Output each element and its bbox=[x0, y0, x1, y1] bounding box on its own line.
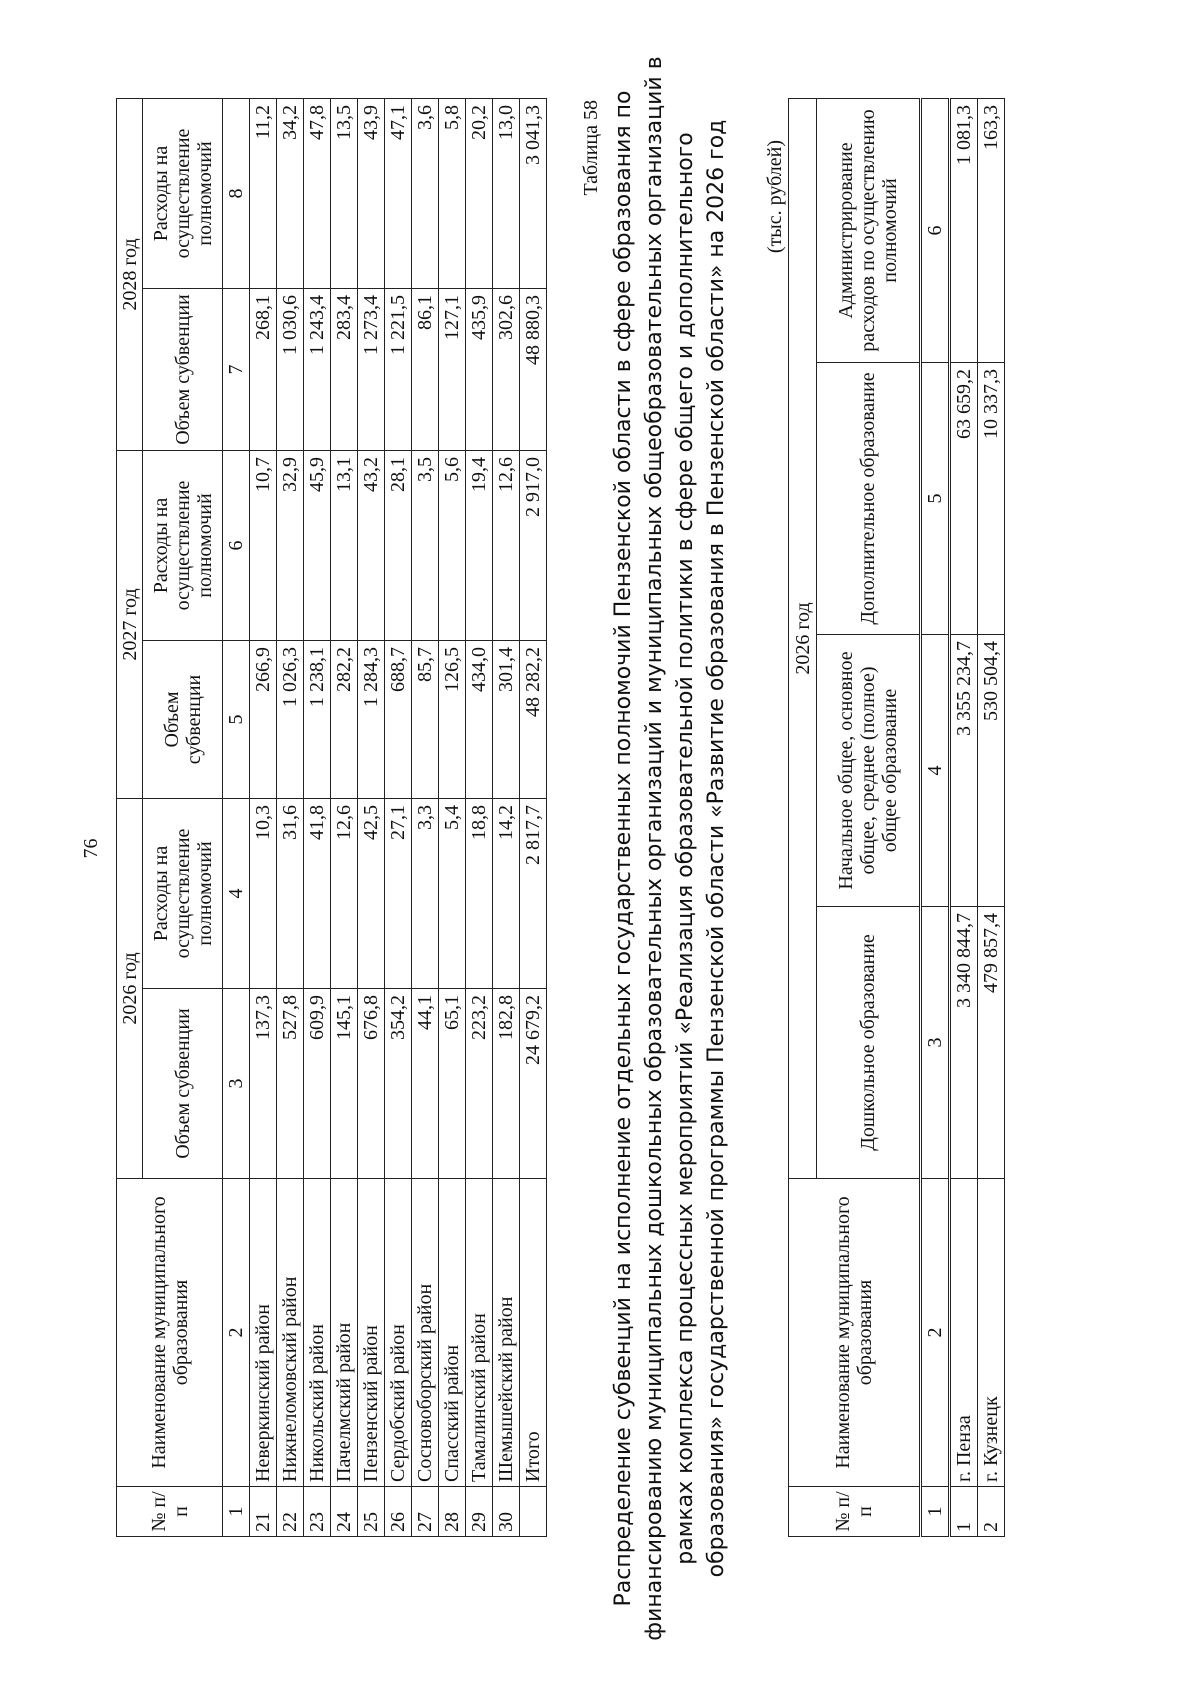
cell-admin: 1 081,3 bbox=[950, 99, 978, 363]
cell-expenses: 45,9 bbox=[304, 451, 331, 641]
cell-expenses: 20,2 bbox=[466, 99, 493, 289]
total-row bbox=[520, 99, 547, 1537]
index-cell: 2 bbox=[921, 1179, 950, 1487]
cell-volume: 1 030,6 bbox=[277, 289, 304, 451]
expenses-header: Расходы на осуществление полномочий bbox=[143, 799, 223, 989]
col-num-header: № п/п bbox=[789, 1487, 921, 1537]
cell-volume: 609,9 bbox=[304, 989, 331, 1179]
cell-general: 530 504,4 bbox=[978, 635, 1005, 907]
general-education-header: Начальное общее, основное общее, среднее (полное) общее образование bbox=[817, 635, 921, 907]
cell-volume: 85,7 bbox=[412, 641, 439, 799]
table-row bbox=[493, 99, 520, 1537]
index-cell: 5 bbox=[921, 363, 950, 635]
cell-expenses: 3,3 bbox=[412, 799, 439, 989]
cell-expenses: 43,2 bbox=[358, 451, 385, 641]
cell-volume: 282,2 bbox=[331, 641, 358, 799]
cell-admin: 163,3 bbox=[978, 99, 1005, 363]
administration-header: Администрирование расходов по осуществлению полномочий bbox=[817, 99, 921, 363]
row-num: 26 bbox=[385, 1487, 412, 1537]
cell-volume: 126,5 bbox=[439, 641, 466, 799]
row-num: 25 bbox=[358, 1487, 385, 1537]
cell-expenses: 3 041,3 bbox=[520, 99, 547, 289]
row-name: Нижнеломовский район bbox=[277, 1179, 304, 1487]
index-cell: 3 bbox=[223, 989, 250, 1179]
year-header: 2026 год bbox=[117, 799, 143, 1179]
cell-volume: 1 221,5 bbox=[385, 289, 412, 451]
cell-volume: 24 679,2 bbox=[520, 989, 547, 1179]
cell-volume: 301,4 bbox=[493, 641, 520, 799]
row-name: Неверкинский район bbox=[250, 1179, 277, 1487]
cell-expenses: 28,1 bbox=[385, 451, 412, 641]
cell-volume: 1 026,3 bbox=[277, 641, 304, 799]
year-header: 2028 год bbox=[117, 99, 143, 451]
expenses-header: Расходы на осуществление полномочий bbox=[143, 451, 223, 641]
volume-header: Объем субвенции bbox=[143, 641, 223, 799]
cell-expenses: 5,4 bbox=[439, 799, 466, 989]
cell-preschool: 479 857,4 bbox=[978, 907, 1005, 1179]
cell-expenses: 3,5 bbox=[412, 451, 439, 641]
cell-expenses: 18,8 bbox=[466, 799, 493, 989]
row-num: 27 bbox=[412, 1487, 439, 1537]
preschool-header: Дошкольное образование bbox=[817, 907, 921, 1179]
cell-expenses: 13,0 bbox=[493, 99, 520, 289]
row-num: 2 bbox=[978, 1487, 1005, 1537]
row-num: 29 bbox=[466, 1487, 493, 1537]
table-row bbox=[331, 99, 358, 1537]
cell-volume: 182,8 bbox=[493, 989, 520, 1179]
cell-volume: 434,0 bbox=[466, 641, 493, 799]
cell-volume: 266,9 bbox=[250, 641, 277, 799]
index-cell: 2 bbox=[223, 1179, 250, 1487]
cell-volume: 65,1 bbox=[439, 989, 466, 1179]
col-name-header: Наименование муниципального образования bbox=[117, 1179, 223, 1487]
table-row bbox=[978, 99, 1005, 1537]
row-name: Сердобский район bbox=[385, 1179, 412, 1487]
cell-volume: 1 284,3 bbox=[358, 641, 385, 799]
table-row bbox=[358, 99, 385, 1537]
cell-expenses: 47,8 bbox=[304, 99, 331, 289]
row-num: 22 bbox=[277, 1487, 304, 1537]
cell-general: 3 355 234,7 bbox=[950, 635, 978, 907]
cell-volume: 688,7 bbox=[385, 641, 412, 799]
index-cell: 1 bbox=[223, 1487, 250, 1537]
row-num: 28 bbox=[439, 1487, 466, 1537]
cell-expenses: 2 917,0 bbox=[520, 451, 547, 641]
row-num: 24 bbox=[331, 1487, 358, 1537]
table-row bbox=[950, 99, 978, 1537]
cell-expenses: 13,5 bbox=[331, 99, 358, 289]
row-name: г. Пенза bbox=[950, 1179, 978, 1487]
row-name: Тамалинский район bbox=[466, 1179, 493, 1487]
cell-expenses: 47,1 bbox=[385, 99, 412, 289]
additional-education-header: Дополнительное образование bbox=[817, 363, 921, 635]
subvention-table-continued bbox=[116, 98, 547, 1537]
cell-expenses: 5,6 bbox=[439, 451, 466, 641]
index-cell: 8 bbox=[223, 99, 250, 289]
cell-expenses: 19,4 bbox=[466, 451, 493, 641]
row-num: 30 bbox=[493, 1487, 520, 1537]
index-cell: 5 bbox=[223, 641, 250, 799]
index-cell: 1 bbox=[921, 1487, 950, 1537]
cell-expenses: 3,6 bbox=[412, 99, 439, 289]
cell-additional: 63 659,2 bbox=[950, 363, 978, 635]
cell-expenses: 2 817,7 bbox=[520, 799, 547, 989]
index-cell: 6 bbox=[921, 99, 950, 363]
cell-volume: 1 243,4 bbox=[304, 289, 331, 451]
row-name: Сосновоборский район bbox=[412, 1179, 439, 1487]
table-label: Таблица 58 bbox=[580, 100, 602, 196]
table-row bbox=[439, 99, 466, 1537]
row-name: Пензенский район bbox=[358, 1179, 385, 1487]
cell-volume: 676,8 bbox=[358, 989, 385, 1179]
row-num bbox=[520, 1487, 547, 1537]
cell-volume: 145,1 bbox=[331, 989, 358, 1179]
row-name: Шемышейский район bbox=[493, 1179, 520, 1487]
cell-expenses: 10,7 bbox=[250, 451, 277, 641]
row-name: г. Кузнецк bbox=[978, 1179, 1005, 1487]
year-header: 2026 год bbox=[789, 99, 817, 1179]
column-index-row bbox=[223, 99, 250, 1537]
cell-volume: 223,2 bbox=[466, 989, 493, 1179]
cell-volume: 1 238,1 bbox=[304, 641, 331, 799]
table-row bbox=[412, 99, 439, 1537]
index-cell: 7 bbox=[223, 289, 250, 451]
row-num: 21 bbox=[250, 1487, 277, 1537]
cell-volume: 127,1 bbox=[439, 289, 466, 451]
index-cell: 4 bbox=[921, 635, 950, 907]
table-row bbox=[466, 99, 493, 1537]
cell-expenses: 32,9 bbox=[277, 451, 304, 641]
cell-expenses: 11,2 bbox=[250, 99, 277, 289]
cell-expenses: 13,1 bbox=[331, 451, 358, 641]
subvention-table-58 bbox=[788, 98, 1005, 1537]
index-cell: 3 bbox=[921, 907, 950, 1179]
cell-expenses: 12,6 bbox=[331, 799, 358, 989]
cell-volume: 44,1 bbox=[412, 989, 439, 1179]
cell-additional: 10 337,3 bbox=[978, 363, 1005, 635]
cell-volume: 354,2 bbox=[385, 989, 412, 1179]
row-name: Пачелмский район bbox=[331, 1179, 358, 1487]
cell-expenses: 43,9 bbox=[358, 99, 385, 289]
volume-header: Объем субвенции bbox=[143, 989, 223, 1179]
row-num: 23 bbox=[304, 1487, 331, 1537]
cell-expenses: 14,2 bbox=[493, 799, 520, 989]
page-number: 76 bbox=[80, 838, 102, 859]
cell-volume: 283,4 bbox=[331, 289, 358, 451]
row-name: Спасский район bbox=[439, 1179, 466, 1487]
cell-expenses: 41,8 bbox=[304, 799, 331, 989]
units-label: (тыс. рублей) bbox=[764, 140, 786, 254]
cell-expenses: 42,5 bbox=[358, 799, 385, 989]
table-heading: Распределение субвенций на исполнение отдельных государственных полномочий Пензенской области в сфере образования по финансированию муниципальных дошкольных образовательных организаций и муниципальных общеобразовательных организаций в рамках комплекса процессных мероприятий «Реализация образовательной политики в сфере общего и дополнительного образования» государственной программы Пензенской области «Развитие образования в Пензенской области» на 2026 год bbox=[611, 56, 729, 1641]
cell-expenses: 12,6 bbox=[493, 451, 520, 641]
cell-expenses: 10,3 bbox=[250, 799, 277, 989]
cell-volume: 86,1 bbox=[412, 289, 439, 451]
col-name-header: Наименование муниципального образования bbox=[789, 1179, 921, 1487]
volume-header: Объем субвенции bbox=[143, 289, 223, 451]
cell-volume: 137,3 bbox=[250, 989, 277, 1179]
index-cell: 4 bbox=[223, 799, 250, 989]
table-row bbox=[250, 99, 277, 1537]
row-num: 1 bbox=[950, 1487, 978, 1537]
cell-volume: 268,1 bbox=[250, 289, 277, 451]
cell-expenses: 34,2 bbox=[277, 99, 304, 289]
year-header: 2027 год bbox=[117, 451, 143, 799]
expenses-header: Расходы на осуществление полномочий bbox=[143, 99, 223, 289]
table-row bbox=[385, 99, 412, 1537]
cell-volume: 1 273,4 bbox=[358, 289, 385, 451]
cell-preschool: 3 340 844,7 bbox=[950, 907, 978, 1179]
cell-expenses: 5,8 bbox=[439, 99, 466, 289]
cell-volume: 302,6 bbox=[493, 289, 520, 451]
cell-volume: 48 880,3 bbox=[520, 289, 547, 451]
cell-expenses: 27,1 bbox=[385, 799, 412, 989]
col-num-header: № п/п bbox=[117, 1487, 223, 1537]
column-index-row bbox=[921, 99, 950, 1537]
table-row bbox=[304, 99, 331, 1537]
table-row bbox=[277, 99, 304, 1537]
cell-volume: 435,9 bbox=[466, 289, 493, 451]
index-cell: 6 bbox=[223, 451, 250, 641]
cell-volume: 48 282,2 bbox=[520, 641, 547, 799]
row-name: Никольский район bbox=[304, 1179, 331, 1487]
cell-volume: 527,8 bbox=[277, 989, 304, 1179]
row-name: Итого bbox=[520, 1179, 547, 1487]
cell-expenses: 31,6 bbox=[277, 799, 304, 989]
